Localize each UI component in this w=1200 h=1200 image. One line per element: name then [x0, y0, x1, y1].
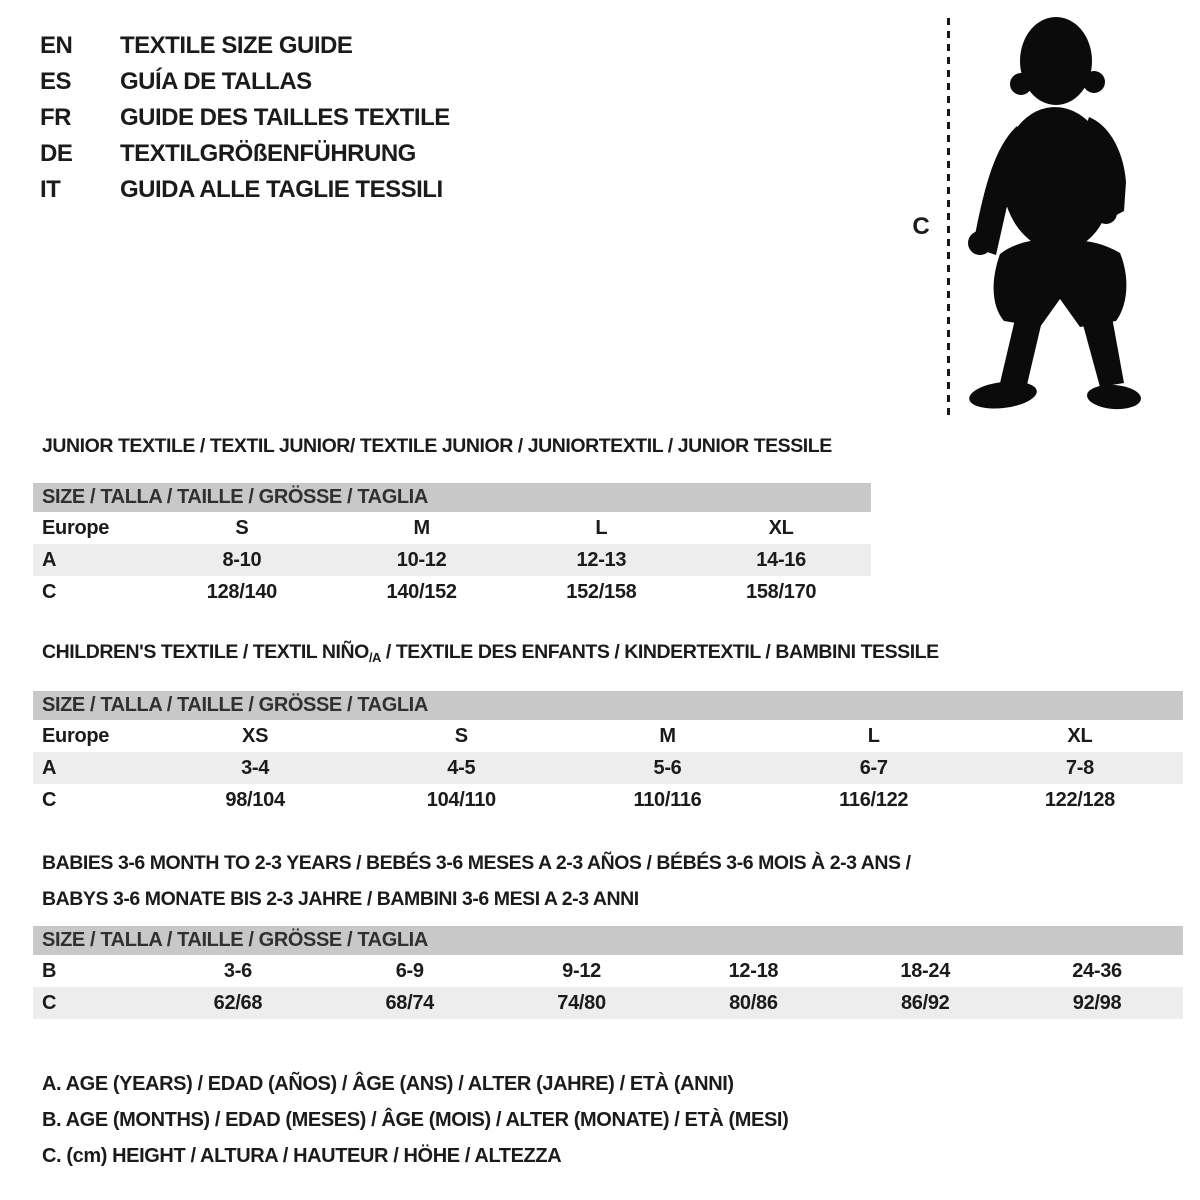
size-cell: 4-5 [447, 756, 476, 779]
language-row-en [40, 28, 450, 64]
size-cell: 92/98 [1072, 991, 1122, 1014]
size-cell: 110/116 [633, 788, 702, 811]
size-cell: XL [768, 516, 794, 539]
table-row [33, 987, 1183, 1019]
legend [42, 1066, 788, 1174]
heading-text: / TEXTILE DES ENFANTS / KINDERTEXTIL / BAMBINI TESSILE [380, 641, 939, 663]
row-label: C [42, 991, 57, 1014]
guide-title-it: GUIDA ALLE TAGLIE TESSILI [120, 176, 443, 203]
size-cell: 5-6 [653, 756, 682, 779]
size-cell: 12-18 [728, 959, 779, 982]
size-cell: 122/128 [1044, 788, 1116, 811]
size-cell: 152/158 [566, 580, 637, 603]
heading-subscript: /A [368, 650, 381, 665]
size-cell: 116/122 [839, 788, 909, 811]
size-cell: 68/74 [385, 991, 435, 1014]
size-cell: 9-12 [562, 959, 601, 982]
size-cell: 74/80 [557, 991, 606, 1014]
guide-title-en: TEXTILE SIZE GUIDE [120, 32, 353, 59]
row-label: C [42, 580, 57, 603]
size-cell: 104/110 [426, 788, 496, 811]
size-cell: 7-8 [1065, 756, 1094, 779]
language-code: ES [40, 68, 72, 95]
table-row [33, 720, 1183, 752]
row-label: A [42, 548, 57, 571]
size-cell: 98/104 [225, 788, 285, 811]
height-measure-dashed-line [947, 18, 950, 415]
heading-line-1: BABIES 3-6 MONTH TO 2-3 YEARS / BEBÉS 3-6 MESES A 2-3 AÑOS / BÉBÉS 3-6 MOIS À 2-3 ANS / [42, 852, 911, 874]
language-code: FR [40, 104, 71, 131]
size-cell: L [867, 724, 880, 747]
toddler-silhouette-icon [963, 14, 1149, 420]
size-cell: 10-12 [396, 548, 447, 571]
language-row-de [40, 136, 450, 172]
guide-title-es: GUÍA DE TALLAS [120, 68, 312, 95]
size-header-band: SIZE / TALLA / TAILLE / GRÖSSE / TAGLIA [33, 926, 1183, 955]
size-cell: S [235, 516, 249, 539]
size-cell: 6-7 [859, 756, 888, 779]
legend-line-a: A. AGE (YEARS) / EDAD (AÑOS) / ÂGE (ANS) / ALTER (JAHRE) / ETÀ (ANNI) [42, 1073, 734, 1095]
language-row-it [40, 172, 450, 208]
size-cell: M [659, 724, 676, 747]
size-cell: 86/92 [900, 991, 950, 1014]
guide-title-de: TEXTILGRÖßENFÜHRUNG [120, 140, 416, 167]
row-label: A [42, 756, 57, 779]
section-heading-children [42, 641, 939, 665]
size-header-band: SIZE / TALLA / TAILLE / GRÖSSE / TAGLIA [33, 483, 871, 512]
table-row [33, 955, 1183, 987]
language-row-fr [40, 100, 450, 136]
size-cell: 8-10 [222, 548, 262, 571]
size-cell: 3-4 [241, 756, 270, 779]
size-cell: 14-16 [756, 548, 806, 571]
table-row [33, 512, 871, 544]
row-label: Europe [42, 516, 110, 539]
row-label: B [42, 959, 57, 982]
size-cell: 24-36 [1072, 959, 1122, 982]
section-heading-babies [42, 845, 911, 917]
row-label: Europe [42, 724, 110, 747]
size-cell: 158/170 [746, 580, 817, 603]
row-label: C [42, 788, 57, 811]
size-header-band: SIZE / TALLA / TAILLE / GRÖSSE / TAGLIA [33, 691, 1183, 720]
language-code: IT [40, 176, 61, 203]
size-cell: 6-9 [395, 959, 424, 982]
babies-size-table [33, 926, 1183, 1019]
size-cell: 62/68 [213, 991, 263, 1014]
language-code: EN [40, 32, 73, 59]
heading-line-2: BABYS 3-6 MONATE BIS 2-3 JAHRE / BAMBINI 3-6 MESI A 2-3 ANNI [42, 888, 639, 910]
size-cell: XL [1067, 724, 1093, 747]
size-cell: 80/86 [729, 991, 778, 1014]
table-row [33, 752, 1183, 784]
size-cell: 12-13 [576, 548, 627, 571]
size-cell: 128/140 [206, 580, 277, 603]
size-cell: 18-24 [900, 959, 951, 982]
size-cell: 140/152 [386, 580, 457, 603]
language-title-list [40, 28, 450, 208]
table-row [33, 784, 1183, 816]
table-row [33, 576, 871, 608]
size-cell: M [413, 516, 430, 539]
guide-title-fr: GUIDE DES TAILLES TEXTILE [120, 104, 450, 131]
children-size-table [33, 691, 1183, 816]
language-row-es [40, 64, 450, 100]
legend-line-b: B. AGE (MONTHS) / EDAD (MESES) / ÂGE (MOIS) / ALTER (MONATE) / ETÀ (MESI) [42, 1109, 789, 1131]
section-heading-junior: JUNIOR TEXTILE / TEXTIL JUNIOR/ TEXTILE JUNIOR / JUNIORTEXTIL / JUNIOR TESSILE [42, 435, 832, 457]
size-cell: L [595, 516, 608, 539]
table-row [33, 544, 871, 576]
junior-size-table [33, 483, 871, 608]
size-cell: S [454, 724, 468, 747]
legend-line-c: C. (cm) HEIGHT / ALTURA / HAUTEUR / HÖHE / ALTEZZA [42, 1145, 562, 1167]
heading-text: CHILDREN'S TEXTILE / TEXTIL NIÑO [42, 641, 369, 663]
size-cell: XS [242, 724, 269, 747]
size-cell: 3-6 [223, 959, 252, 982]
language-code: DE [40, 140, 73, 167]
height-measure-label: C [912, 213, 930, 240]
